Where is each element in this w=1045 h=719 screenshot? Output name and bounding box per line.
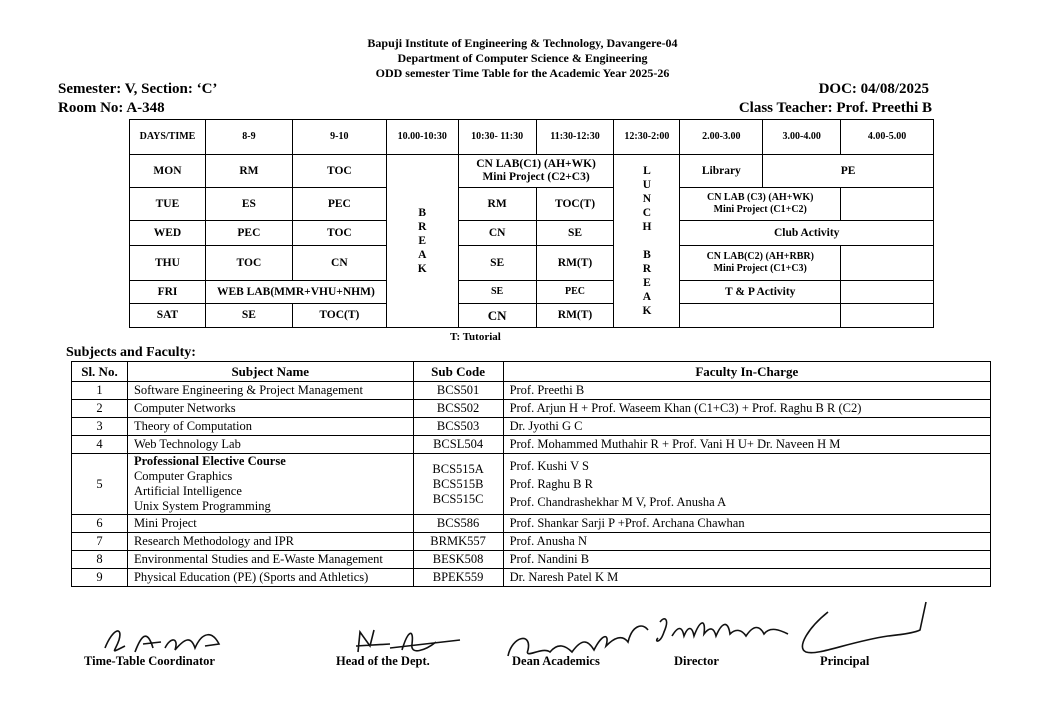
table-row	[72, 569, 991, 587]
faculty: Dr. Jyothi G C	[503, 418, 990, 436]
slot-cell	[680, 304, 841, 328]
header-cell: 12:30-2:00	[614, 120, 680, 155]
morning-break-cell: B R E A K	[386, 155, 458, 328]
header-cell: 10:30- 11:30	[458, 120, 536, 155]
header-cell: 11:30-12:30	[536, 120, 614, 155]
subject-code: BCS515A BCS515B BCS515C	[413, 454, 503, 515]
table-row	[72, 418, 991, 436]
subject-name: Professional Elective Course Computer Graphics Artificial Intelligence Unix System Programming	[127, 454, 413, 515]
subjects-header-row	[72, 362, 991, 382]
table-row	[72, 515, 991, 533]
semester-info: Semester: V, Section: ‘C’	[58, 81, 218, 97]
serial-number: 6	[72, 515, 128, 533]
slot-cell: RM(T)	[536, 246, 614, 281]
slot-cell	[841, 281, 934, 304]
doc-date: DOC: 04/08/2025	[818, 81, 929, 97]
coordinator-label: Time-Table Coordinator	[84, 654, 215, 668]
serial-number: 3	[72, 418, 128, 436]
slot-cell: TOC(T)	[536, 188, 614, 221]
column-header: Sub Code	[413, 362, 503, 382]
subject-name: Research Methodology and IPR	[127, 533, 413, 551]
table-row	[72, 436, 991, 454]
slot-cell: SE	[205, 304, 292, 328]
subject-name: Mini Project	[127, 515, 413, 533]
subject-code: BCS502	[413, 400, 503, 418]
institute-name: Bapuji Institute of Engineering & Technology, Davangere-04	[367, 36, 678, 50]
director-label: Director	[674, 654, 719, 668]
table-row	[72, 533, 991, 551]
subject-code: BCS501	[413, 382, 503, 400]
class-teacher: Class Teacher: Prof. Preethi B	[738, 100, 932, 116]
serial-number: 7	[72, 533, 128, 551]
director-signature	[650, 612, 800, 656]
header-cell: 9-10	[292, 120, 386, 155]
subject-code: BESK508	[413, 551, 503, 569]
room-info: Room No: A-348	[58, 100, 165, 116]
slot-cell	[841, 246, 934, 281]
subject-code: BCSL504	[413, 436, 503, 454]
faculty: Dr. Naresh Patel K M	[503, 569, 990, 587]
row-tue	[130, 188, 934, 221]
day-cell: THU	[130, 246, 206, 281]
slot-cell: PEC	[205, 221, 292, 246]
subject-code: BCS503	[413, 418, 503, 436]
serial-number: 4	[72, 436, 128, 454]
header-cell: 3.00-4.00	[763, 120, 841, 155]
faculty: Prof. Mohammed Muthahir R + Prof. Vani H U+ Dr. Naveen H M	[503, 436, 990, 454]
document-title: ODD semester Time Table for the Academic Year 2025-26	[375, 66, 670, 80]
subject-name: Theory of Computation	[127, 418, 413, 436]
faculty: Prof. Kushi V S Prof. Raghu B R Prof. Chandrashekhar M V, Prof. Anusha A	[503, 454, 990, 515]
day-cell: FRI	[130, 281, 206, 304]
subjects-heading: Subjects and Faculty:	[66, 345, 196, 360]
serial-number: 8	[72, 551, 128, 569]
table-row	[72, 400, 991, 418]
lab-cell: CN LAB (C3) (AH+WK) Mini Project (C1+C2)	[680, 188, 841, 221]
tp-activity-cell: T & P Activity	[680, 281, 841, 304]
row-thu	[130, 246, 934, 281]
subject-name: Computer Networks	[127, 400, 413, 418]
faculty: Prof. Shankar Sarji P +Prof. Archana Chawhan	[503, 515, 990, 533]
subject-code: BPEK559	[413, 569, 503, 587]
day-cell: TUE	[130, 188, 206, 221]
faculty: Prof. Nandini B	[503, 551, 990, 569]
department-name: Department of Computer Science & Engineering	[397, 51, 648, 65]
subject-name: Web Technology Lab	[127, 436, 413, 454]
subject-code: BCS586	[413, 515, 503, 533]
serial-number: 9	[72, 569, 128, 587]
slot-cell: RM	[458, 188, 536, 221]
row-fri	[130, 281, 934, 304]
subject-code: BRMK557	[413, 533, 503, 551]
day-cell: SAT	[130, 304, 206, 328]
header-cell: 4.00-5.00	[841, 120, 934, 155]
header-cell: 2.00-3.00	[680, 120, 763, 155]
club-activity-cell: Club Activity	[680, 221, 934, 246]
slot-cell: TOC(T)	[292, 304, 386, 328]
faculty: Prof. Anusha N	[503, 533, 990, 551]
column-header: Subject Name	[127, 362, 413, 382]
slot-cell: SE	[458, 281, 536, 304]
subject-name: Environmental Studies and E-Waste Management	[127, 551, 413, 569]
serial-number: 5	[72, 454, 128, 515]
web-lab-cell: WEB LAB(MMR+VHU+NHM)	[205, 281, 386, 304]
slot-cell	[841, 304, 934, 328]
slot-cell: CN	[458, 221, 536, 246]
row-wed	[130, 221, 934, 246]
serial-number: 1	[72, 382, 128, 400]
slot-cell: CN	[292, 246, 386, 281]
slot-cell: TOC	[292, 221, 386, 246]
table-row-pec	[72, 454, 991, 515]
column-header: Faculty In-Charge	[503, 362, 990, 382]
day-cell: WED	[130, 221, 206, 246]
lunch-break-cell: L U N C H B R E A K	[614, 155, 680, 328]
slot-cell: PEC	[536, 281, 614, 304]
row-mon	[130, 155, 934, 188]
slot-cell: ES	[205, 188, 292, 221]
subject-name: Software Engineering & Project Management	[127, 382, 413, 400]
column-header: Sl. No.	[72, 362, 128, 382]
day-cell: MON	[130, 155, 206, 188]
header-cell: 10.00-10:30	[386, 120, 458, 155]
principal-label: Principal	[820, 654, 870, 668]
slot-cell: PE	[763, 155, 934, 188]
table-row	[72, 382, 991, 400]
slot-cell: CN	[458, 304, 536, 328]
slot-cell: SE	[458, 246, 536, 281]
header-cell: 8-9	[205, 120, 292, 155]
timetable-header-row	[130, 120, 934, 155]
timetable	[129, 119, 934, 328]
row-sat	[130, 304, 934, 328]
faculty: Prof. Preethi B	[503, 382, 990, 400]
slot-cell	[841, 188, 934, 221]
header-cell: DAYS/TIME	[130, 120, 206, 155]
table-row	[72, 551, 991, 569]
lab-cell: CN LAB(C1) (AH+WK) Mini Project (C2+C3)	[458, 155, 614, 188]
slot-cell: Library	[680, 155, 763, 188]
subjects-table	[71, 361, 991, 587]
lab-cell: CN LAB(C2) (AH+RBR) Mini Project (C1+C3)	[680, 246, 841, 281]
slot-cell: RM(T)	[536, 304, 614, 328]
slot-cell: SE	[536, 221, 614, 246]
slot-cell: TOC	[205, 246, 292, 281]
tutorial-note: T: Tutorial	[450, 331, 501, 343]
principal-signature	[788, 598, 933, 660]
dean-label: Dean Academics	[512, 654, 600, 668]
slot-cell: PEC	[292, 188, 386, 221]
serial-number: 2	[72, 400, 128, 418]
slot-cell: RM	[205, 155, 292, 188]
subject-name: Physical Education (PE) (Sports and Athletics)	[127, 569, 413, 587]
faculty: Prof. Arjun H + Prof. Waseem Khan (C1+C3) + Prof. Raghu B R (C2)	[503, 400, 990, 418]
hod-label: Head of the Dept.	[336, 654, 430, 668]
slot-cell: TOC	[292, 155, 386, 188]
